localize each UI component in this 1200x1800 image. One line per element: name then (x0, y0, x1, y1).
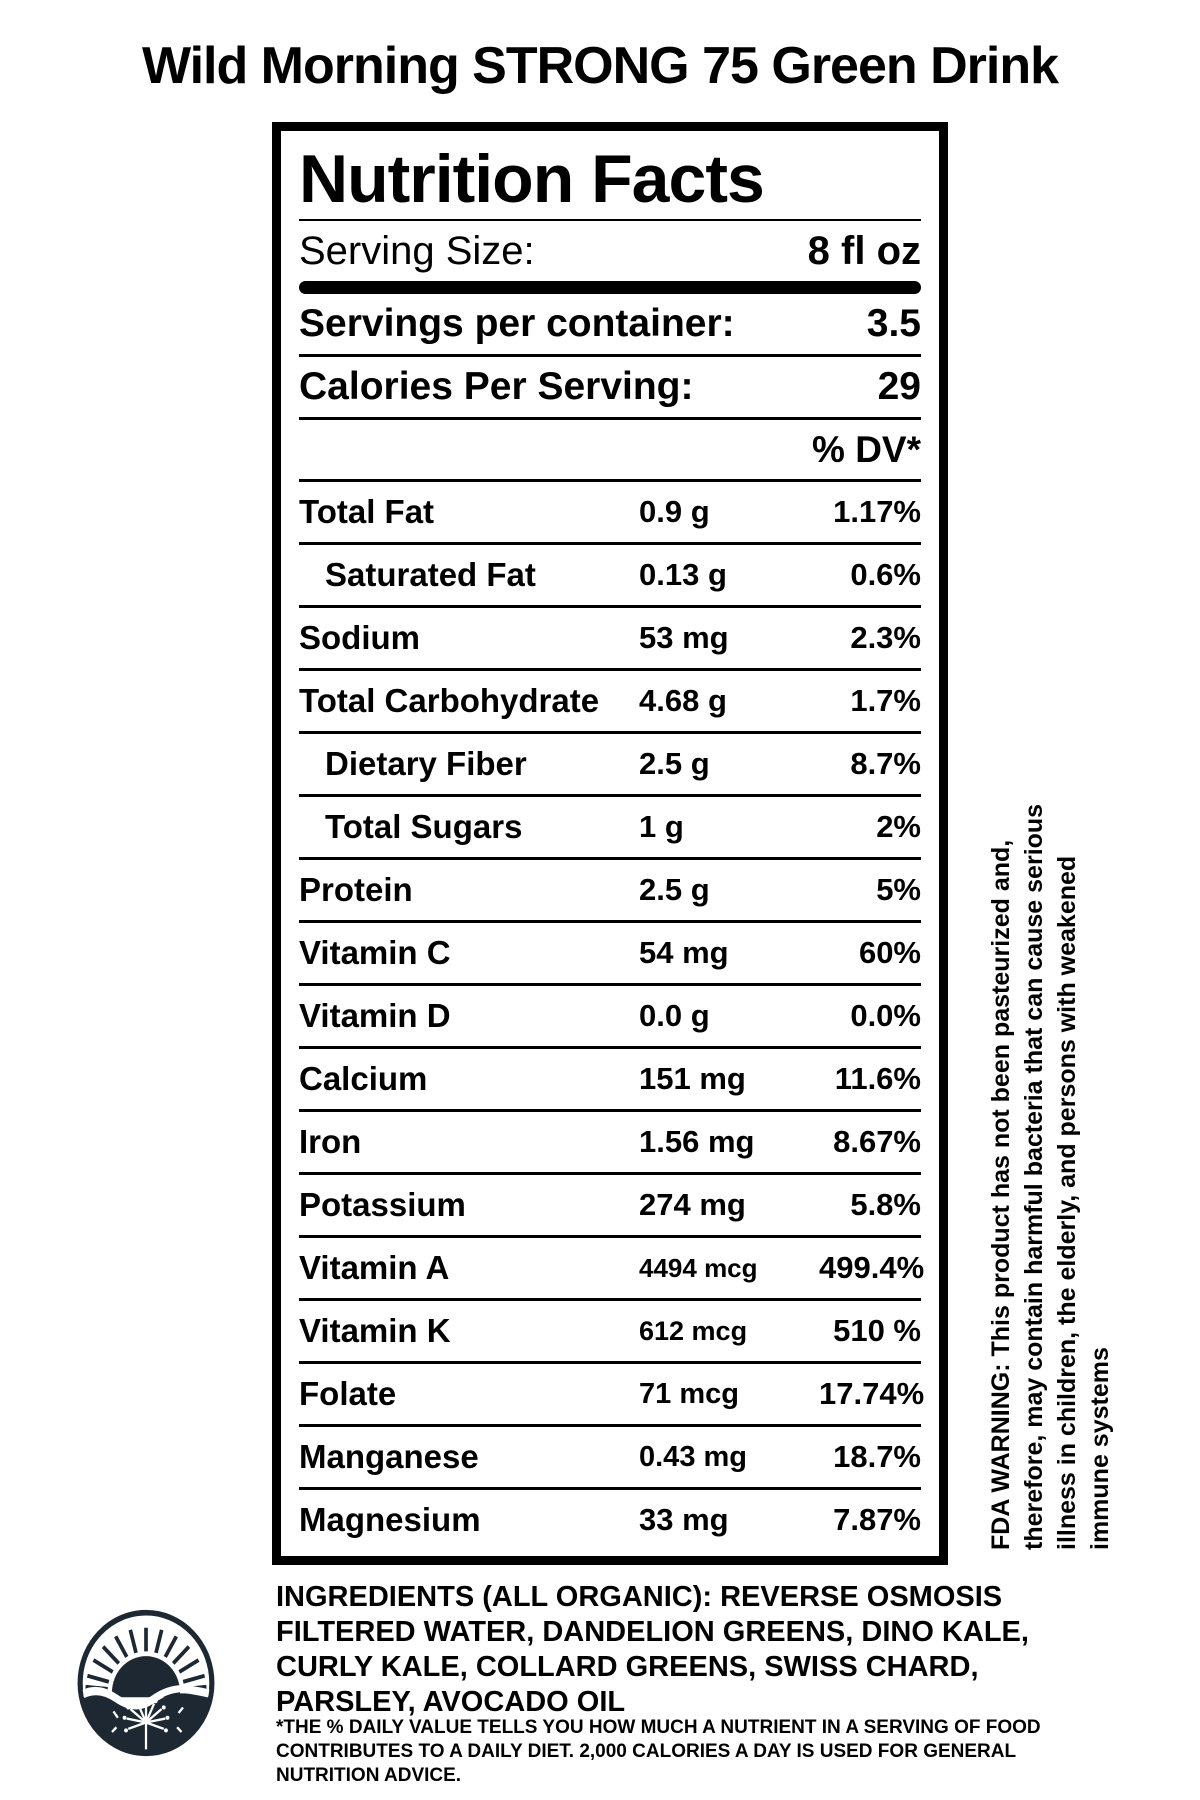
nutrient-label: Folate (299, 1375, 397, 1412)
nutrient-dv: 60% (858, 935, 921, 970)
nutrient-row (299, 482, 921, 545)
nutrient-dv: 11.6% (834, 1061, 921, 1096)
nutrient-dv: 17.74% (819, 1376, 925, 1411)
ingredients-line: CURLY KALE, COLLARD GREENS, SWISS CHARD, (276, 1651, 979, 1683)
nutrient-row (299, 1049, 921, 1112)
servings-per-container-value: 3.5 (866, 302, 921, 345)
nutrient-dv: 0.0% (850, 998, 921, 1033)
nutrient-amount: 4.68 g (639, 683, 727, 718)
nutrient-dv: 499.4% (819, 1250, 925, 1285)
nutrient-row (299, 1175, 921, 1238)
nutrient-amount: 0.43 mg (639, 1440, 747, 1473)
nutrient-label: Total Fat (299, 493, 435, 530)
nutrient-row (299, 860, 921, 923)
nutrient-label: Magnesium (299, 1501, 481, 1538)
nutrient-amount: 0.0 g (639, 998, 710, 1033)
nutrient-label: Saturated Fat (325, 556, 536, 593)
ingredients-line: FILTERED WATER, DANDELION GREENS, DINO KALE, (276, 1616, 1029, 1648)
nutrient-label: Iron (299, 1123, 362, 1160)
calories-value: 29 (877, 365, 921, 408)
nutrient-amount: 1.56 mg (639, 1124, 755, 1159)
nutrient-amount: 53 mg (639, 620, 729, 655)
nutrient-label: Calcium (299, 1060, 428, 1097)
fda-warning-line: therefore, may contain harmful bacteria that can cause serious (1020, 803, 1048, 1550)
ingredients-text (276, 1580, 1029, 1720)
nutrient-amount: 1 g (639, 809, 684, 844)
nutrient-amount: 274 mg (639, 1187, 746, 1222)
nutrient-row (299, 1301, 921, 1364)
nutrient-amount: 54 mg (639, 935, 729, 970)
nutrient-amount: 71 mcg (639, 1377, 739, 1410)
serving-size-row (299, 221, 921, 281)
nutrient-amount: 0.9 g (639, 494, 710, 529)
nutrient-row (299, 545, 921, 608)
nutrient-dv: 510 % (833, 1313, 921, 1348)
nutrition-facts-heading: Nutrition Facts (299, 141, 764, 217)
nutrient-row (299, 1364, 925, 1427)
nutrient-dv: 1.17% (833, 494, 921, 529)
nutrient-amount: 151 mg (639, 1061, 746, 1096)
nutrient-label: Vitamin A (299, 1249, 450, 1286)
nutrient-label: Vitamin C (299, 934, 451, 971)
product-title: Wild Morning STRONG 75 Green Drink (141, 37, 1059, 95)
nutrient-row (299, 797, 921, 860)
servings-per-container-row (299, 294, 921, 357)
nutrient-dv: 8.67% (833, 1124, 921, 1159)
serving-size-label: Serving Size: (299, 228, 535, 273)
daily-value-header: % DV* (812, 428, 921, 470)
sunrise-dandelion-logo-icon (72, 1604, 220, 1762)
nutrient-dv: 0.6% (850, 557, 921, 592)
nutrient-label: Vitamin K (299, 1312, 451, 1349)
nutrient-dv: 1.7% (850, 683, 921, 718)
fda-warning-line: FDA WARNING: This product has not been pasteurized and, (987, 839, 1015, 1550)
nutrient-amount: 2.5 g (639, 746, 710, 781)
nutrient-label: Total Carbohydrate (299, 682, 600, 719)
daily-value-footnote (276, 1716, 1041, 1788)
footnote-line: CONTRIBUTES TO A DAILY DIET. 2,000 CALORIES A DAY IS USED FOR GENERAL (276, 1741, 1017, 1762)
nutrient-label: Vitamin D (299, 997, 451, 1034)
nutrient-dv: 2.3% (850, 620, 921, 655)
nutrient-row (299, 923, 921, 986)
nutrient-label: Total Sugars (325, 808, 523, 845)
daily-value-header-row (299, 420, 921, 482)
nutrient-label: Dietary Fiber (325, 745, 527, 782)
calories-row (299, 357, 921, 420)
calories-label: Calories Per Serving: (299, 365, 694, 408)
nutrient-amount: 612 mcg (639, 1315, 748, 1346)
nutrition-facts-panel (272, 122, 948, 1565)
servings-per-container-label: Servings per container: (299, 302, 735, 345)
nutrient-row (299, 734, 921, 797)
nutrient-row (299, 1427, 921, 1490)
nutrient-row (299, 1238, 925, 1301)
fda-warning-text (985, 755, 1117, 1550)
footnote-line: NUTRITION ADVICE. (276, 1765, 462, 1786)
thick-divider (299, 281, 921, 294)
nutrient-amount: 33 mg (639, 1502, 729, 1537)
nutrient-amount: 2.5 g (639, 872, 710, 907)
nutrient-row (299, 608, 921, 671)
nutrient-dv: 5.8% (850, 1187, 921, 1222)
nutrient-dv: 7.87% (833, 1502, 921, 1537)
fda-warning-line: illness in children, the elderly, and persons with weakened (1053, 855, 1081, 1550)
serving-size-value: 8 fl oz (807, 228, 921, 273)
nutrient-row (299, 1490, 921, 1550)
nutrient-row (299, 1112, 921, 1175)
nutrient-label: Protein (299, 871, 413, 908)
nutrient-dv: 5% (876, 872, 921, 907)
nutrient-dv: 2% (876, 809, 921, 844)
fda-warning-line: immune systems (1086, 1347, 1114, 1550)
nutrient-row (299, 671, 921, 734)
nutrient-label: Sodium (299, 619, 420, 656)
ingredients-line: PARSLEY, AVOCADO OIL (276, 1686, 626, 1718)
footnote-line: *THE % DAILY VALUE TELLS YOU HOW MUCH A NUTRIENT IN A SERVING OF FOOD (276, 1717, 1041, 1738)
ingredients-line: INGREDIENTS (ALL ORGANIC): REVERSE OSMOSIS (276, 1581, 1003, 1613)
nutrient-dv: 18.7% (833, 1439, 921, 1474)
nutrient-row (299, 986, 921, 1049)
nutrient-label: Potassium (299, 1186, 466, 1223)
nutrient-label: Manganese (299, 1438, 479, 1475)
nutrient-dv: 8.7% (850, 746, 921, 781)
nutrient-amount: 0.13 g (639, 557, 727, 592)
nutrient-amount: 4494 mcg (639, 1252, 758, 1283)
